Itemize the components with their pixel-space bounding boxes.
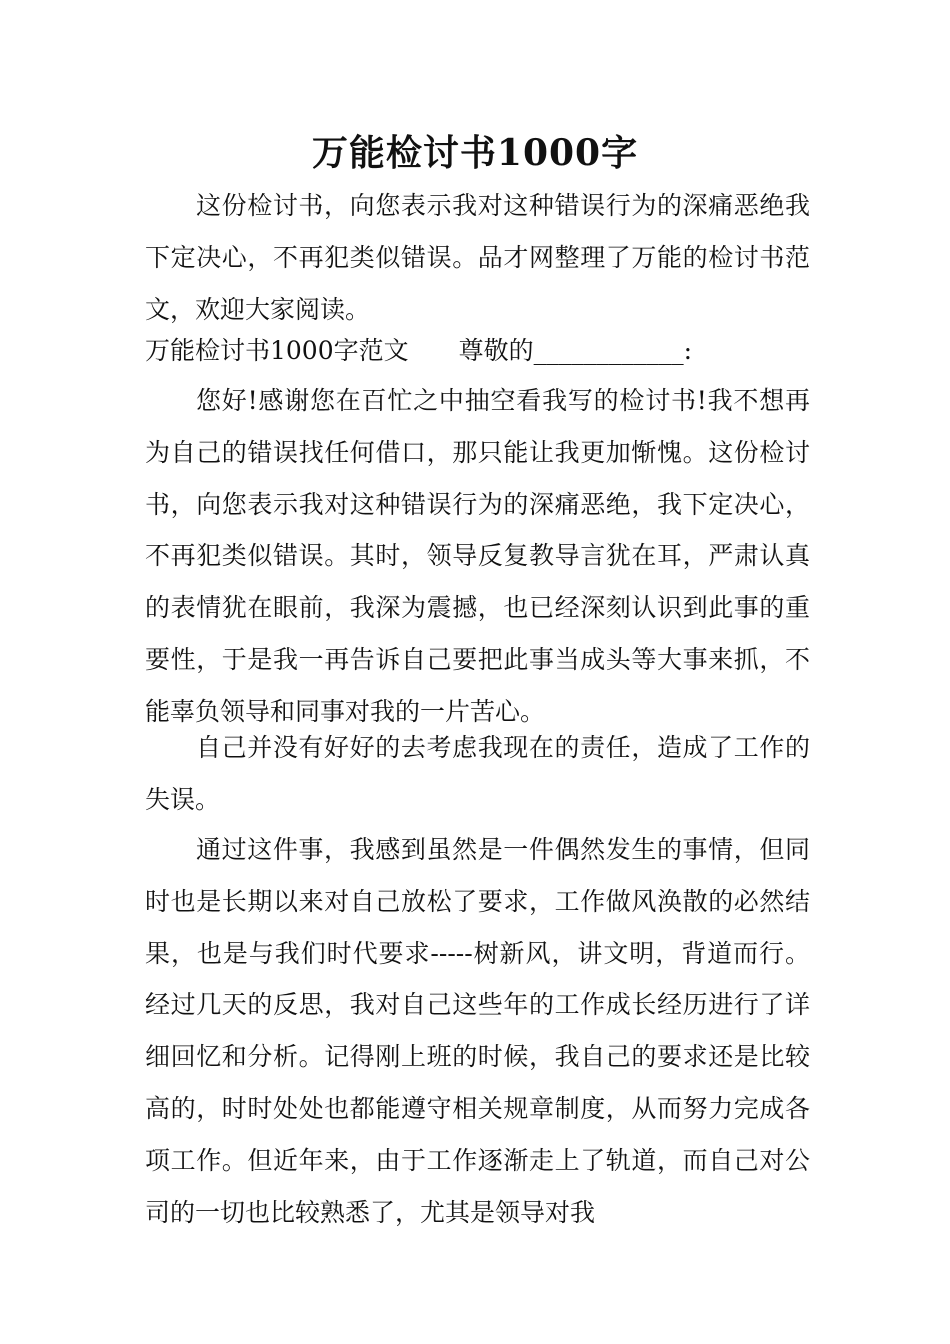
body-paragraph-3: 通过这件事，我感到虽然是一件偶然发生的事情，但同时也是长期以来对自己放松了要求，工作做风涣散的必然结果，也是与我们时代要求-----树新风，讲文明，背道而行。经过几天的反思，我对自己这些年的工作成长经历进行了详细回忆和分析。记得刚上班的时候，我自己的要求还是比较高的，时时处处也都能遵守相关规章制度，从而努力完成各项工作。但近年来，由于工作逐渐走上了轨道，而自己对公司的一切也比较熟悉了，尤其是领导对我 bbox=[145, 835, 810, 1227]
document-title: 万能检讨书1000字 bbox=[311, 132, 639, 174]
subtitle-text: 万能检讨书1000字范文 bbox=[145, 336, 409, 365]
salutation-line bbox=[145, 329, 810, 373]
body-paragraph-2: 自己并没有好好的去考虑我现在的责任，造成了工作的失误。 bbox=[145, 733, 810, 814]
intro-paragraph: 这份检讨书，向您表示我对这种错误行为的深痛恶绝我下定决心，不再犯类似错误。品才网整理了万能的检讨书范文，欢迎大家阅读。 bbox=[145, 191, 810, 324]
body-paragraph-1: 您好!感谢您在百忙之中抽空看我写的检讨书!我不想再为自己的错误找任何借口，那只能让我更加惭愧。这份检讨书，向您表示我对这种错误行为的深痛恶绝，我下定决心，不再犯类似错误。其时，领导反复教导言犹在耳，严肃认真的表情犹在眼前，我深为震撼，也已经深刻认识到此事的重要性，于是我一再告诉自己要把此事当成头等大事来抓，不能辜负领导和同事对我的一片苦心。 bbox=[145, 386, 810, 726]
salutation-text: 尊敬的____________: bbox=[458, 336, 693, 365]
